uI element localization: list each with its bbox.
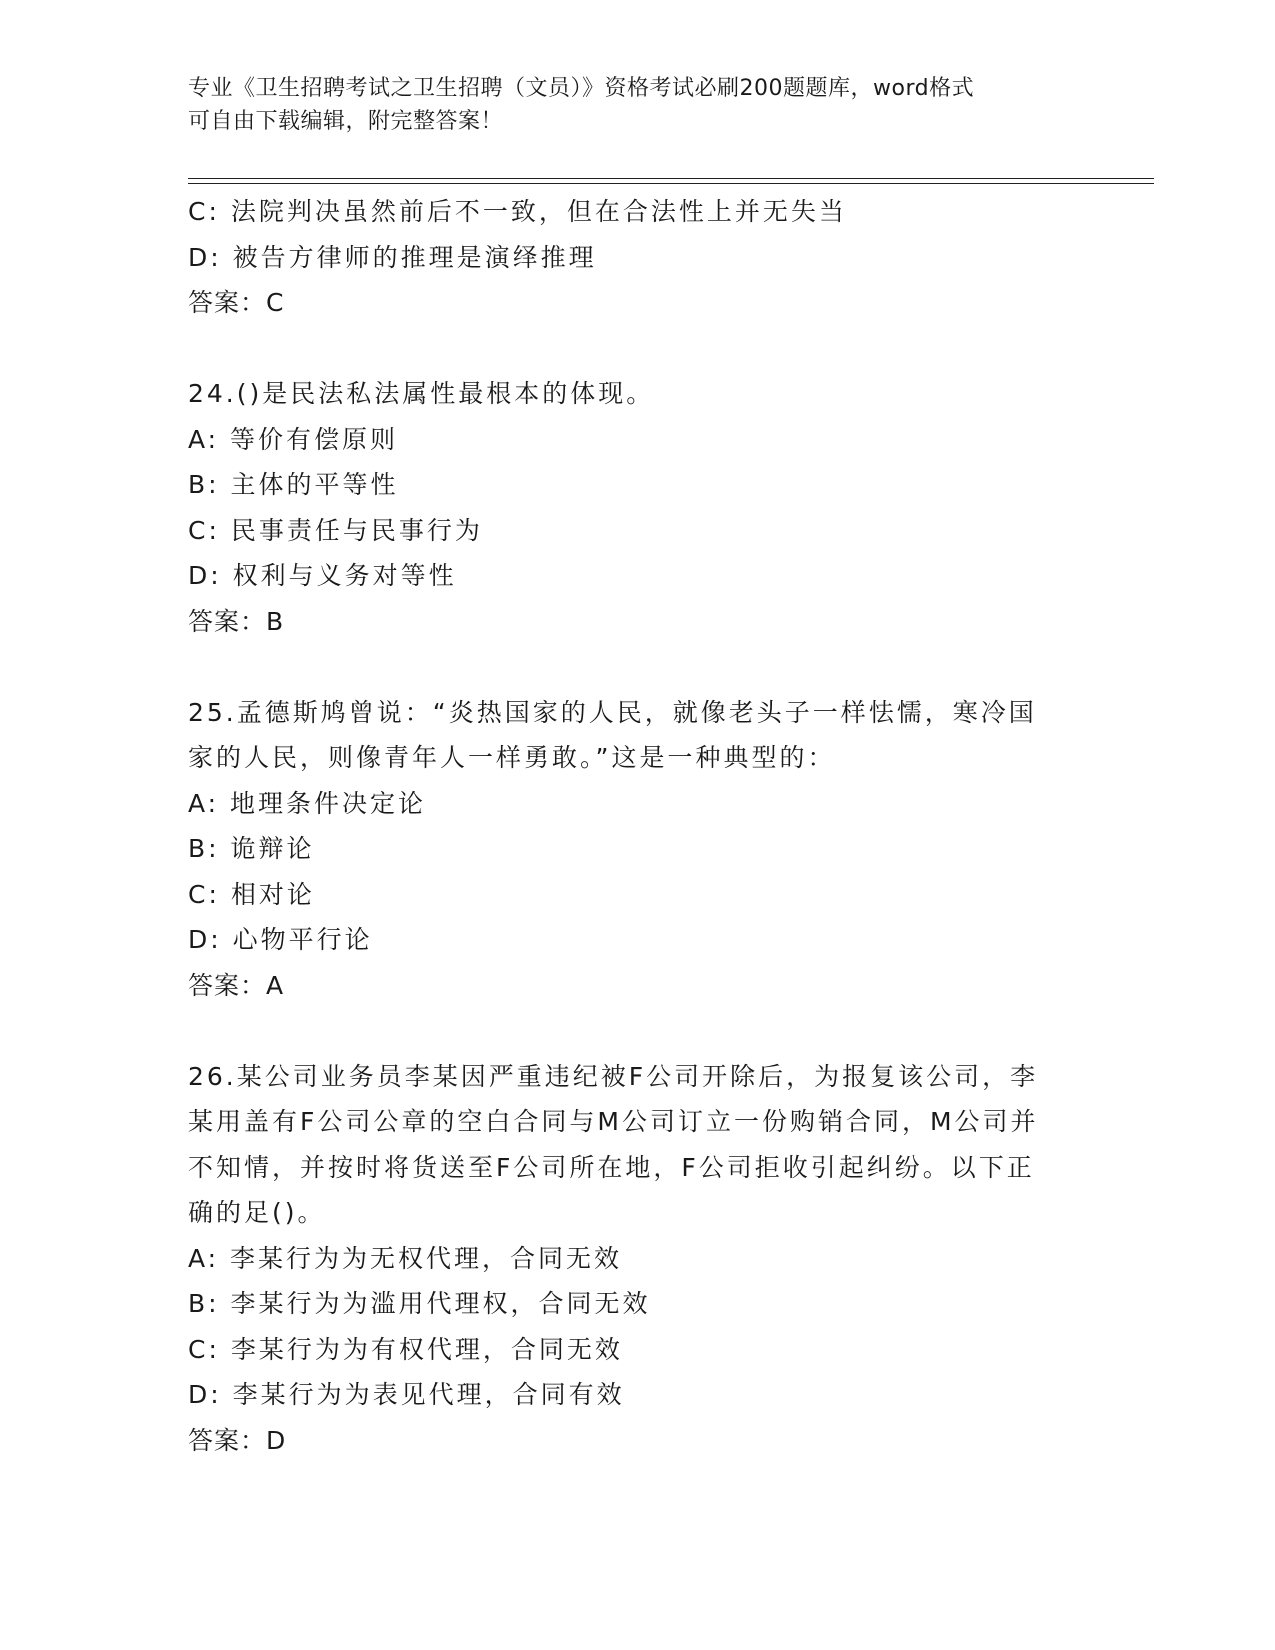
option-d: D: 李某行为为表见代理，合同有效 (188, 1380, 625, 1409)
document-header (188, 72, 1088, 138)
header-line-1: 专业《卫生招聘考试之卫生招聘（文员）》资格考试必刷200题题库，word格式 (188, 76, 975, 101)
option-d: D: 被告方律师的推理是演绎推理 (188, 242, 597, 272)
stem-line: 25.孟德斯鸠曾说：“炎热国家的人民，就像老头子一样怯懦，寒冷国 (188, 697, 1037, 727)
stem-line: 家的人民，则像青年人一样勇敢。”这是一种典型的： (188, 743, 836, 772)
spacer (188, 326, 1088, 372)
option-a: A: 地理条件决定论 (188, 788, 427, 818)
option-c: C: 民事责任与民事行为 (188, 515, 483, 545)
stem-line: 某用盖有F公司公章的空白合同与M公司订立一份购销合同，M公司并 (188, 1107, 1039, 1136)
question-stem (188, 1054, 1088, 1236)
question-stem (188, 371, 1088, 417)
option-b: B: 诡辩论 (188, 834, 315, 863)
option-d: D: 心物平行论 (188, 925, 373, 954)
answer: 答案：B (188, 606, 285, 636)
spacer (188, 1008, 1088, 1054)
answer: 答案：A (188, 970, 285, 1000)
spacer (188, 644, 1088, 690)
question-23-tail (188, 189, 1088, 326)
stem-line: 确的足()。 (188, 1198, 326, 1227)
stem-line: 24.()是民法私法属性最根本的体现。 (188, 379, 655, 408)
option-c: C: 李某行为为有权代理，合同无效 (188, 1334, 623, 1364)
option-b: B: 李某行为为滥用代理权，合同无效 (188, 1289, 651, 1318)
question-26 (188, 1054, 1088, 1464)
header-divider-top (188, 178, 1154, 179)
answer: 答案：C (188, 288, 285, 317)
header-line-2: 可自由下载编辑，附完整答案！ (188, 109, 504, 134)
option-c: C: 法院判决虽然前后不一致，但在合法性上并无失当 (188, 197, 847, 226)
option-c: C: 相对论 (188, 879, 315, 909)
question-24 (188, 371, 1088, 644)
option-a: A: 李某行为为无权代理，合同无效 (188, 1243, 623, 1273)
question-stem (188, 690, 1088, 781)
header-divider-bottom (188, 183, 1154, 184)
question-list (188, 189, 1088, 1463)
stem-line: 26.某公司业务员李某因严重违纪被F公司开除后，为报复该公司，李 (188, 1061, 1039, 1091)
answer: 答案：D (188, 1425, 287, 1455)
option-a: A: 等价有偿原则 (188, 424, 399, 454)
option-d: D: 权利与义务对等性 (188, 561, 457, 590)
question-25 (188, 690, 1088, 1009)
option-b: B: 主体的平等性 (188, 470, 399, 499)
stem-line: 不知情，并按时将货送至F公司所在地，F公司拒收引起纠纷。以下正 (188, 1152, 1035, 1182)
